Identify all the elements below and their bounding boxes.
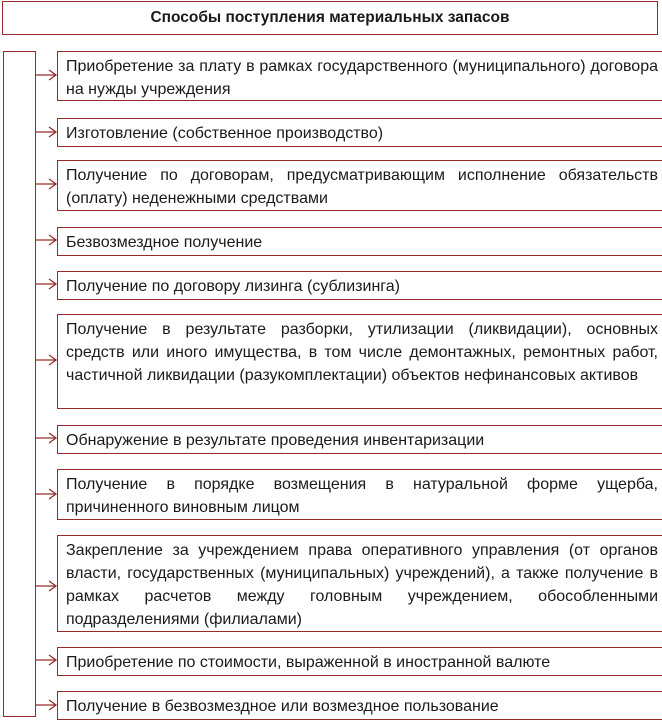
arrow-icon: [36, 75, 57, 77]
method-item-11: Получение в безвозмездное или возмездное пользование: [57, 691, 662, 720]
arrow-icon: [36, 660, 57, 662]
arrow-icon: [36, 184, 57, 186]
arrow-icon: [36, 705, 57, 707]
method-item-5: Получение по договору лизинга (сублизинга): [57, 271, 662, 300]
method-item-9: Закрепление за учреждением права оперативного управления (от органов власти, государственных (муниципальных) учреждений), а также получение в рамках расчетов между головным учреждением, обособленными подразделениями (филиалами): [57, 535, 662, 632]
arrow-icon: [36, 360, 57, 362]
arrow-icon: [36, 438, 57, 440]
method-item-8: Получение в порядке возмещения в натуральной форме ущерба, причиненного виновным лицом: [57, 469, 662, 520]
arrow-icon: [36, 132, 57, 134]
arrow-icon: [36, 586, 57, 588]
arrow-icon: [36, 284, 57, 286]
arrow-icon: [36, 240, 57, 242]
method-item-7: Обнаружение в результате проведения инвентаризации: [57, 425, 662, 454]
method-item-10: Приобретение по стоимости, выраженной в иностранной валюте: [57, 647, 662, 676]
method-item-3: Получение по договорам, предусматривающим исполнение обязательств (оплату) неденежными средствами: [57, 160, 662, 211]
method-item-1: Приобретение за плату в рамках государственного (муниципального) договора на нужды учреждения: [57, 51, 662, 101]
diagram-title: Способы поступления материальных запасов: [2, 1, 658, 35]
arrow-icon: [36, 494, 57, 496]
method-item-2: Изготовление (собственное производство): [57, 118, 662, 147]
method-item-6: Получение в результате разборки, утилизации (ликвидации), основных средств или иного имущества, в том числе демонтажных, ремонтных работ, частичной ликвидации (разукомплектации) объектов нефинансовых активов: [57, 314, 662, 409]
connector-trunk: [3, 51, 36, 717]
method-item-4: Безвозмездное получение: [57, 227, 662, 256]
